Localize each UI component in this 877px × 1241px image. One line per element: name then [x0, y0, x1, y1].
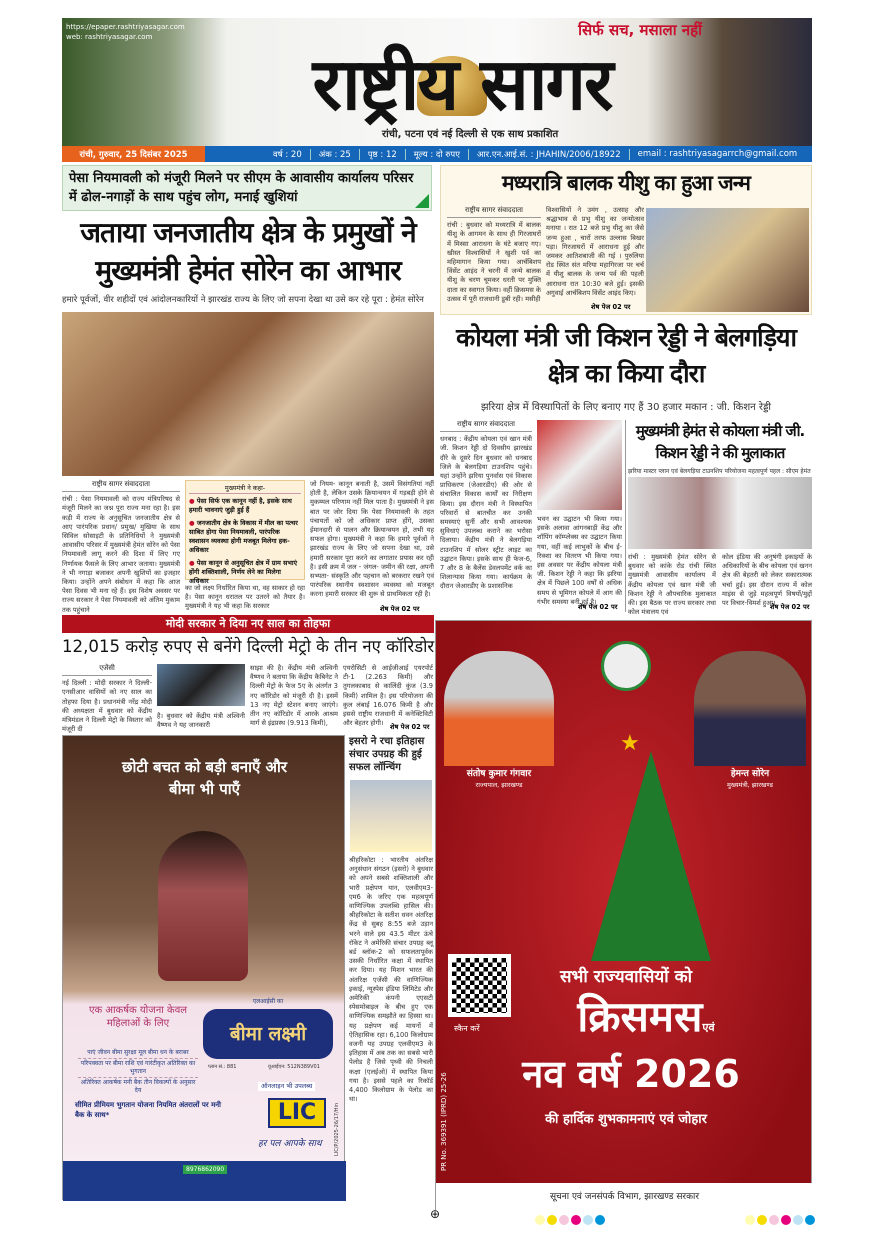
brand-kicker: एलआईसी का [252, 998, 284, 1005]
info-bar [62, 146, 812, 162]
masthead [62, 18, 812, 146]
tagline: सिर्फ सच, मसाला नहीं [578, 21, 702, 39]
quote-item: ● जनजातीय क्षेत्र के विकास में मील का पत्थर साबित होगा पेसा नियमावली, पारंपरिक स्वशासन व्यवस्था होगी मजबूत मिलेगा हक-अधिकार [189, 519, 301, 555]
lead-kicker: पेसा नियमावली को मंजूरी मिलने पर सीएम के आवासीय कार्यालय परिसर में ढोल-नगाड़ों के साथ पहुंच लोग, मनाई खुशियां [62, 165, 432, 211]
registration-mark-icon: ⊕ [430, 1207, 441, 1221]
greeting-line-1: सभी राज्यवासियों को [559, 967, 693, 987]
meeting-headline: मुख्यमंत्री हेमंत से कोयला मंत्री जी. किशन रेड्डी ने की मुलाकात [635, 422, 805, 462]
benefit: अतिरिक्त आकर्षक मनी बैक तीन विकल्पों के अनुसार देय [80, 1079, 196, 1094]
christmas-text: क्रिसमस [577, 992, 703, 1041]
christmas-col-2: विश्वासियों ने उमंग , उत्साह और श्रद्धाभाव से प्रभु यीशु का जन्मोत्सव मनाया । रात 12 बजे प्रभु यीशु का जैसे जन्म हुआ , चारों तरफ उल्लास बिखर पड़ा। गिरजाघरों में आराधना हुई और जमकर आतिशबाजी की गई । पुरुलिया रोड स्थित संत मरिया महागिरजा पर चर्च में यीशु बालक के जन्म पर्व की पहली आराधना रात 10:30 बजे हुई। इसकी अगुवाई आर्चबिशप विंसेंट आइंद किए। [546, 206, 644, 297]
metro-col-3: साझा की है। केंद्रीय मंत्री अश्विनी वैष्णव ने बताया कि केंद्रीय कैबिनेट ने दिल्ली मेट्रो के फेज 5ए के अंतर्गत 3 नए कॉरिडोर को मंजूरी दी है। इसमें 13 नए मेट्रो स्टेशन बनाए जाएंगे। तीन नए कॉरिडोर में आरके आश्रम मार्ग से इंद्रप्रस्थ (9.913 किमी), [250, 664, 338, 728]
ad-footer: सूचना एवं जनसंपर्क विभाग, झारखण्ड सरकार [436, 1183, 813, 1211]
meeting-caption: झरिया मास्टर प्लान एवं बेलगड़िया टाउनशिप परियोजना महत्वपूर्ण पहल : सीएम हेमंत [628, 468, 811, 475]
article-text: रांची : बुधवार को मध्यरात्रि में बालक यीशु के आगमन के साथ ही गिरजाघरों में मिस्सा आराधना के घंटे बजाए गए। खीस्त विश्वासियों ने खुशी पर्व का महिमागान किया गया। आर्चबिशप विंसेंट आइंद ने चरनी में जन्मे बालक यीशु के चरण चूमकर धरती पर मुक्ति दाता का स्वागत किया। वहीं क्रिसमस के उत्सव में पूरी राजधानी डूबी रही। मसीही [447, 221, 541, 303]
scan-label: स्कैन करें [454, 1024, 480, 1033]
plan-no: प्लान सं.: 881 [208, 1064, 237, 1070]
byline: राष्ट्रीय सागर संवाददाता [440, 420, 532, 432]
and-text: एवं [702, 1021, 715, 1034]
article-text: नई दिल्ली : मोदी सरकार ने दिल्ली-एनसीआर वासियों को नए साल का तोहफा दिया है। प्रधानमंत्री नरेंद्र मोदी की अध्यक्षता में बुधवार को केंद्रीय मंत्रिमंडल ने दिल्ली मेट्रो के विस्तार को मंजूरी दी [62, 679, 152, 734]
rocket-photo [350, 780, 432, 852]
lead-column-2: का जो लक्ष्य निर्धारित किया था, वह साकार हो रहा है। पेसा कानून धरातल पर उतरने को तैयार है। मुख्यमंत्री ने यह भी कहा कि सरकार [185, 584, 305, 611]
lic-advertisement[interactable] [62, 735, 345, 1200]
metro-col-1 [62, 664, 152, 732]
greeting-christmas [516, 991, 776, 1043]
epaper-url[interactable]: https://epaper.rashtriyasagar.com [66, 23, 185, 31]
star-icon: ★ [620, 731, 640, 756]
rni: आर.एन.आई.सं. : JHAHIN/2006/18922 [469, 149, 630, 160]
lic-logo: LIC [268, 1098, 326, 1128]
scheme-tagline: एक आकर्षक योजना केवल महिलाओं के लिए [88, 1005, 188, 1029]
continued-link[interactable]: शेष पेज 02 पर [390, 723, 430, 731]
issue-date: रांची, गुरुवार, 25 दिसंबर 2025 [62, 146, 205, 162]
meeting-photo [628, 477, 812, 549]
quote-box [185, 480, 305, 585]
pages: पृष्ठ : 12 [360, 149, 406, 160]
govt-greeting-ad[interactable] [435, 620, 812, 1210]
isro-headline: इसरो ने रचा इतिहास संचार उपग्रह की हुई सफल लॉन्चिंग [349, 736, 425, 773]
divider [625, 420, 626, 612]
byline: राष्ट्रीय सागर संवाददाता [62, 480, 180, 492]
isro-body: श्रीहरिकोटा : भारतीय अंतरिक्ष अनुसंधान संगठन (इसरो) ने बुधवार को अपने सबसे शक्तिशाली और भारी प्रक्षेपण यान, एलवीएम3-एम6 के जरिए एक महत्वपूर्ण वाणिज्यिक उपलब्धि हासिल की। श्रीहरिकोटा के सतीश धवन अंतरिक्ष केंद्र से सुबह 8:55 बजे उड़ान भरने वाले इस 43.5 मीटर ऊंचे रॉकेट ने अमेरिकी संचार उपग्रह ब्लू बर्ड ब्लॉक-2 को सफलतापूर्वक उसकी निर्धारित कक्षा में स्थापित कर दिया। यह मिशन भारत की अंतरिक्ष एजेंसी की वाणिज्यिक इकाई, न्यूस्पेस इंडिया लिमिटेड और अमेरिकी कंपनी एएसटी स्पेसमोबाइल के बीच हुए एक वाणिज्यिक समझौते का हिस्सा था। यह प्रक्षेपण कई मायनों में ऐतिहासिक रहा। 6,100 किलोग्राम वजनी यह उपग्रह एलवीएम3 के इतिहास में अब तक का सबसे भारी पेलोड है जिसे पृथ्वी की निचली कक्षा (एलईओ) में स्थापित किया गया है। इससे पहले का रिकॉर्ड 4,400 किलोग्राम के पेलोड का था। [349, 856, 433, 1104]
cm-title: मुख्यमंत्री, झारखण्ड [727, 781, 773, 789]
pr-number: PR No. 369391 (IPRD) 25-26 [440, 1072, 448, 1171]
model-photo [158, 831, 248, 981]
continued-link[interactable]: शेष पेज 02 पर [770, 603, 810, 611]
metro-col-4: एयरोसिटी से आईजीआई एयरपोर्ट टी-1 (2.263 किमी) और तुगलकाबाद से कालिंदी कुंज (3.9 किमी) शामिल है। इस परियोजना की कुल लंबाई 16.076 किमी है और इससे राष्ट्रीय राजधानी में कनेक्टिविटी और बेहतर होगी। [343, 664, 433, 728]
issue-no: अंक : 25 [311, 149, 360, 160]
coal-column-1 [440, 420, 532, 612]
metro-photo [157, 664, 245, 706]
minister-photo [537, 420, 622, 510]
newspaper-logo: राष्ट्रीय सागर [312, 41, 612, 126]
lic-slogan: हर पल आपके साथ [258, 1139, 322, 1149]
metro-col-2: है। बुधवार को केंद्रीय मंत्री अश्विनी वैष्णव ने यह जानकारी [157, 712, 245, 730]
metro-banner: मोदी सरकार ने दिया नए साल का तोहफा [62, 615, 434, 633]
online-available: ऑनलाइन भी उपलब्ध [258, 1082, 315, 1091]
greeting-line-4: की हार्दिक शुभकामनाएं एवं जोहार [545, 1112, 707, 1127]
benefit: परिपक्वता पर बीमा राशि एवं गारंटीकृत अतिरिक्त का भुगतान [78, 1059, 198, 1078]
continued-link[interactable]: शेष पेज 02 पर [591, 303, 631, 311]
cm-name: हेमन्त सोरेन [730, 769, 770, 779]
publication-cities: रांची, पटना एवं नई दिल्ली से एक साथ प्रकाशित [382, 129, 559, 140]
lead-subheadline: हमारे पूर्वजों, वीर शहीदों एवं आंदोलनकारियों ने झारखंड राज्य के लिए जो सपना देखा था उसे कर रहे पूरा : हेमंत सोरेन [62, 295, 424, 305]
price: मूल्य : दो रुपए [406, 149, 469, 160]
meeting-col-1: रांची : मुख्यमंत्री हेमंत सोरेन से बुधवार को कांके रोड रांची स्थित मुख्यमंत्री आवासीय कार्यालय में केंद्रीय कोयला एवं खान मंत्री जी किशन रेड्डी ने औपचारिक मुलाकात की। इस बैठक पर राज्य सरकार तथा कोल मंत्रालय एवं [628, 553, 716, 617]
phone-number[interactable]: 8976862090 [183, 1165, 227, 1174]
lead-column-1 [62, 480, 180, 615]
coal-headline: कोयला मंत्री जी किशन रेड्डी ने बेलगड़िया क्षेत्र का किया दौरा [456, 323, 796, 388]
cm-photo [694, 651, 806, 766]
contact-strip [63, 1161, 346, 1201]
bima-lakshmi-logo: बीमा लक्ष्मी [203, 1009, 333, 1059]
quote-title: मुख्यमंत्री ने कहा- [189, 484, 301, 494]
meeting-col-2: कोल इंडिया की अनुषंगी इकाइयों के अधिकारियों के बीच कोयला एवं खनन क्षेत्र की बेहतरी को लेकर सकारात्मक चर्चा हुई। इस दौरान राज्य में कोल माइंस से जुड़े महत्वपूर्ण विषयों/मुद्दों पर विचार-विमर्श हुआ। [722, 553, 812, 608]
ad-code: LIC/P/2025-26/17/Hin [334, 1102, 340, 1156]
article-text: धनबाद : केंद्रीय कोयला एवं खान मंत्री जी. किशन रेड्डी दो दिवसीय झारखंड दौरे के दूसरे दिन बुधवार को धनबाद जिले के बेलगड़िया टाउनशिप पहुंचे। यहां उन्होंने झरिया पुनर्वास एवं विकास प्राधिकरण (जेआरडीए) की ओर से संचालित विकास कार्यों का निरीक्षण किया। इस दौरान मंत्री ने विस्थापित परिवारों से बातचीत कर उनकी समस्याएं सुनीं और सभी आवश्यक सुविधाएं उपलब्ध कराने का भरोसा दिलाया। केंद्रीय मंत्री ने बेलगड़िया टाउनशिप में सोलर स्ट्रीट लाइट का उद्घाटन किया। इसके साथ ही फेज-6, 7 और 8 के बैलेंस डेवलपमेंट वर्क का शिलान्यास किया गया। कार्यक्रम के दौरान जेआरडीए के प्रशासनिक [440, 435, 532, 591]
governor-name: संतोष कुमार गंगवार [466, 769, 532, 779]
christmas-story [440, 165, 812, 315]
quote-item: ● पेसा सिर्फ एक कानून नहीं है, इसके साथ हमारी भावनाएं जुड़ी हुई हैं [189, 497, 301, 515]
year: वर्ष : 20 [265, 149, 311, 160]
coal-subheadline: झरिया क्षेत्र में विस्थापितों के लिए बनाए गए हैं 30 हजार मकान : जी. किशन रेड्डी [480, 402, 771, 413]
color-registration-dots [745, 1210, 817, 1229]
lead-headline: जताया जनजातीय क्षेत्र के प्रमुखों ने मुख्यमंत्री हेमंत सोरेन का आभार [80, 216, 416, 287]
continued-link[interactable]: शेष पेज 02 पर [578, 603, 618, 611]
byline: एजेंसी [62, 664, 152, 676]
coal-column-2: भवन का उद्घाटन भी किया गया। इसके अलावा आंगनबाड़ी केंद्र और शॉपिंग कॉम्प्लेक्स का उद्घाटन किया गया, वहीं कई लाभुकों के बीच ई-रिक्शा का वितरण भी किया गया। इस अवसर पर केंद्रीय कोयला मंत्री जी. किशन रेड्डी ने कहा कि झरिया क्षेत्र में पिछले 100 वर्षों से अधिक समय से भूमिगत कोयले में आग की गंभीर समस्या बनी हुई है। [537, 515, 622, 606]
ad-headline: छोटी बचत को बड़ी बनाएँ और बीमा भी पाएँ [121, 758, 288, 798]
continued-link[interactable]: शेष पेज 02 पर [380, 605, 420, 613]
uin: यूआईएन: 512N389V01 [268, 1064, 320, 1070]
governor-photo [444, 651, 554, 766]
nativity-photo [646, 208, 809, 312]
governor-title: राज्यपाल, झारखण्ड [475, 781, 523, 789]
quote-item: ● पेसा कानून से अनुसूचित क्षेत्र में ग्राम सभाएं होंगी शक्तिशाली, निर्णय लेने का मिलेगा अधिकार [189, 559, 301, 586]
christmas-col-1 [447, 206, 541, 312]
lead-column-3: जो नियम- कानून बनाती है, उसमें विसंगतियां नहीं होती है, लेकिन उसके क्रियान्वयन में गड़बड़ी होने से मुकम्मल परिणाम नहीं मिल पाता है। मुख्यमंत्री ने इस बात पर जोर दिया कि पेसा नियमावली के तहत पंचायतों को जो अधिकार प्राप्त होंगे, उसका ईमानदारी से पालन और क्रियान्वयन हो, तभी यह सफल होगा। मुख्यमंत्री ने कहा कि हमारे पूर्वजों ने झारखंड राज्य के लिए जो सपना देखा था, उसे हमारी सरकार पूरा करने का लगातार प्रयास कर रही है। इसी क्रम में जल - जंगल- जमीन की रक्षा, अपनी सभ्यता- संस्कृति और पहचान को बरकरार रखने एवं पारंपरिक स्थानीय स्वशासन व्यवस्था को मजबूत करना हमारी सरकार की शुरू से प्राथमिकता रही है। [310, 480, 434, 599]
metro-headline: 12,015 करोड़ रुपए से बनेंगे दिल्ली मेट्रो के तीन नए कॉरिडोर [62, 637, 435, 657]
benefits-list [78, 1048, 198, 1096]
lead-photo [62, 312, 434, 476]
premium-info: सीमित प्रीमियम भुगतान योजना नियमित अंतरालों पर मनी बैक के साथ* [75, 1101, 221, 1119]
email[interactable]: email : rashtriyasagarrch@gmail.com [637, 149, 798, 159]
color-registration-dots [535, 1210, 607, 1229]
qr-code[interactable] [448, 954, 511, 1017]
christmas-headline: मध्यरात्रि बालक यीशु का हुआ जन्म [502, 171, 750, 195]
jharkhand-emblem [601, 641, 651, 691]
article-text: रांची : पेसा नियमावली को राज्य मंत्रिपरिषद से मंजूरी मिलने का जश्न पूरा राज्य मना रहा है। इस कड़ी में राज्य के अनुसूचित जनजातीय क्षेत्र से आए पारंपरिक प्रधान/ प्रमुख/ मुखिया के साथ सिविल सोसाइटी के प्रतिनिधियों ने मुख्यमंत्री आवासीय परिसर में मुख्यमंत्री हेमंत सोरेन को पेसा नियमावली लागू करने की दिशा में लिए गए निर्णायक फैसले के लिए आभार जताया। मुख्यमंत्री ने भी नगाड़ा बजाकर अपनी खुशियों का इजहार किया। उन्होंने अपने संबोधन में कहा कि आज पेसा दिवस भी मना रहे हैं। इस विशेष अवसर पर राज्य सरकार ने पेसा नियमावली को अंतिम मुकाम तक पहुंचाने [62, 495, 180, 614]
christmas-tree-icon [591, 751, 711, 961]
website[interactable]: web: rashtriyasagar.com [66, 33, 153, 41]
byline: राष्ट्रीय सागर संवाददाता [447, 206, 541, 218]
greeting-new-year: नव वर्ष 2026 [522, 1052, 740, 1096]
benefit: पाएं जीवन बीमा सुरक्षा मूल बीमा धन के बराबर [78, 1048, 198, 1059]
